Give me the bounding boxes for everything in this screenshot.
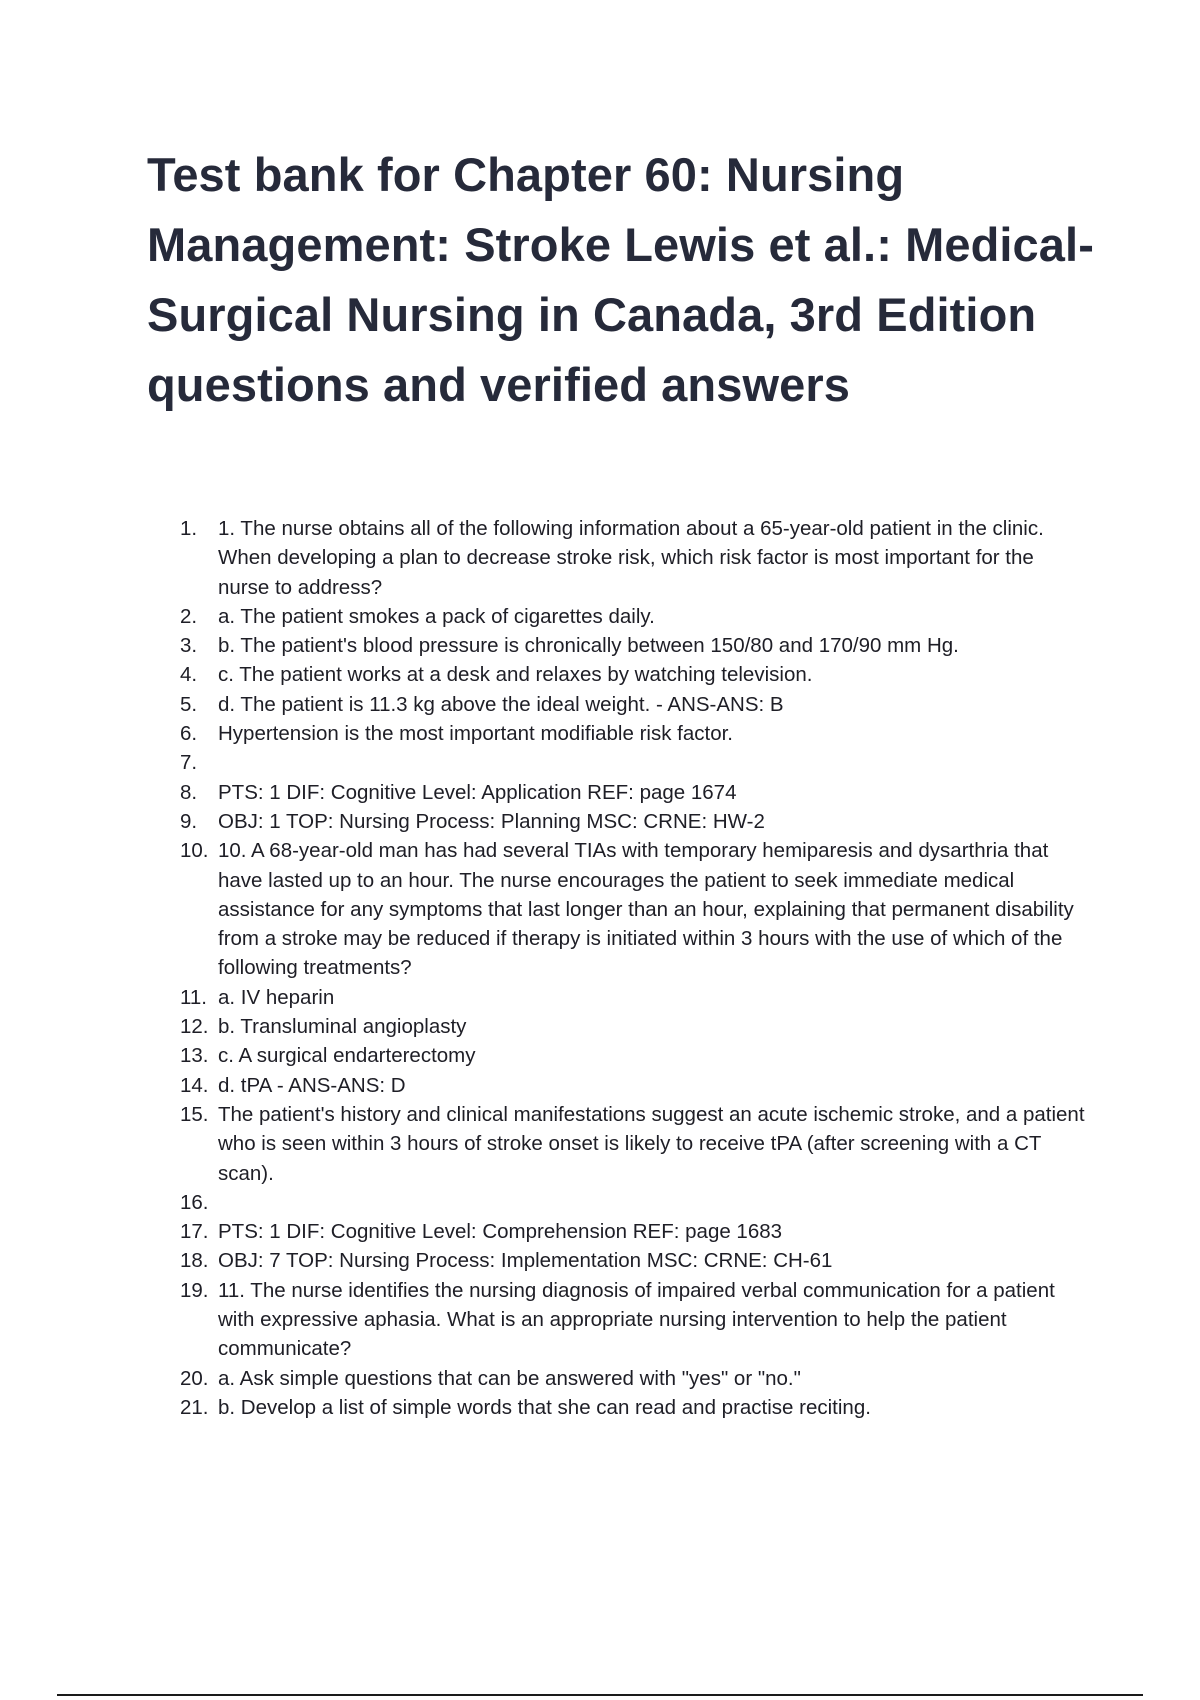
list-item-number: 12. [180, 1015, 209, 1039]
list-item [180, 1041, 1090, 1070]
list-item [180, 631, 1090, 660]
list-item-text [218, 1188, 1090, 1217]
list-item-text: b. Transluminal angioplasty [218, 1015, 467, 1039]
list-item-number: 2. [180, 604, 198, 628]
list-item-number: 11. [180, 985, 207, 1009]
list-item-text: a. IV heparin [218, 985, 335, 1009]
question-list [180, 514, 1090, 1422]
document-title: Test bank for Chapter 60: Nursing Management: Stroke Lewis et al.: Medical-Surgical Nursing in Canada, 3rd Edition questions and verified answers [147, 148, 1094, 411]
list-item-text: 10. A 68-year-old man has had several TIAs with temporary hemiparesis and dysarthria that have lasted up to an hour. The nurse encourages the patient to seek immediate medical assistance for any symptoms that last longer than an hour, explaining that permanent disability from a stroke may be reduced if therapy is initiated within 3 hours with the use of which of the following treatments? [218, 839, 1074, 980]
list-item-number: 18. [180, 1249, 209, 1273]
list-item-number: 13. [180, 1044, 209, 1068]
list-item-number: 15. [180, 1102, 209, 1126]
list-item-text: c. The patient works at a desk and relaxes by watching television. [218, 663, 813, 687]
list-item [180, 1071, 1090, 1100]
list-item [180, 983, 1090, 1012]
list-item-text: d. tPA - ANS-ANS: D [218, 1073, 406, 1097]
list-item-number: 19. [180, 1278, 209, 1302]
list-item-text: a. The patient smokes a pack of cigarettes daily. [218, 604, 655, 628]
list-item [180, 719, 1090, 748]
list-item [180, 1246, 1090, 1275]
list-item-number: 9. [180, 809, 198, 833]
list-item [180, 1012, 1090, 1041]
list-item-text: The patient's history and clinical manifestations suggest an acute ischemic stroke, and a patient who is seen within 3 hours of stroke onset is likely to receive tPA (after screening with a CT scan). [218, 1102, 1085, 1185]
list-item [180, 1393, 1090, 1422]
list-item [180, 1276, 1090, 1364]
list-item [180, 748, 1090, 777]
list-item [180, 602, 1090, 631]
list-item-text: b. The patient's blood pressure is chronically between 150/80 and 170/90 mm Hg. [218, 634, 959, 658]
list-item-text: d. The patient is 11.3 kg above the ideal weight. - ANS-ANS: B [218, 692, 784, 716]
list-item-number: 6. [180, 722, 198, 746]
list-item [180, 1364, 1090, 1393]
list-item-number: 1. [180, 517, 198, 540]
list-item-text: 1. The nurse obtains all of the following information about a 65-year-old patient in the clinic. When developing a plan to decrease stroke risk, which risk factor is most important for the nurse to address? [218, 517, 1044, 599]
list-item-text: 11. The nurse identifies the nursing diagnosis of impaired verbal communication for a patient with expressive aphasia. What is an appropriate nursing intervention to help the patient communicate? [218, 1278, 1055, 1361]
list-item-text [218, 748, 1090, 777]
list-item-number: 8. [180, 780, 198, 804]
list-item-text: OBJ: 1 TOP: Nursing Process: Planning MSC: CRNE: HW-2 [218, 809, 765, 833]
list-item [180, 1100, 1090, 1188]
list-item-number: 3. [180, 634, 198, 658]
list-item-text: OBJ: 7 TOP: Nursing Process: Implementation MSC: CRNE: CH-61 [218, 1249, 833, 1273]
list-item [180, 1217, 1090, 1246]
list-item-text: PTS: 1 DIF: Cognitive Level: Comprehension REF: page 1683 [218, 1220, 783, 1244]
list-item [180, 690, 1090, 719]
list-item [180, 836, 1090, 982]
list-item-number: 10. [180, 839, 209, 863]
list-item [180, 514, 1090, 602]
list-item-number: 14. [180, 1073, 209, 1097]
list-item-number: 21. [180, 1395, 209, 1419]
list-item [180, 778, 1090, 807]
list-item-number: 5. [180, 692, 198, 716]
list-item-text: Hypertension is the most important modifiable risk factor. [218, 722, 733, 746]
list-item-number: 4. [180, 663, 198, 687]
footer-divider [57, 1694, 1143, 1696]
list-item-number: 17. [180, 1220, 209, 1244]
list-item-text: a. Ask simple questions that can be answered with "yes" or "no." [218, 1366, 801, 1390]
list-item-number: 16. [180, 1190, 209, 1214]
list-item-number: 7. [180, 751, 198, 775]
list-item-text: PTS: 1 DIF: Cognitive Level: Application REF: page 1674 [218, 780, 737, 804]
list-item [180, 1188, 1090, 1217]
list-item-text: c. A surgical endarterectomy [218, 1044, 476, 1068]
list-item-number: 20. [180, 1366, 209, 1390]
list-item [180, 660, 1090, 689]
list-item-text: b. Develop a list of simple words that she can read and practise reciting. [218, 1395, 871, 1419]
list-item [180, 807, 1090, 836]
